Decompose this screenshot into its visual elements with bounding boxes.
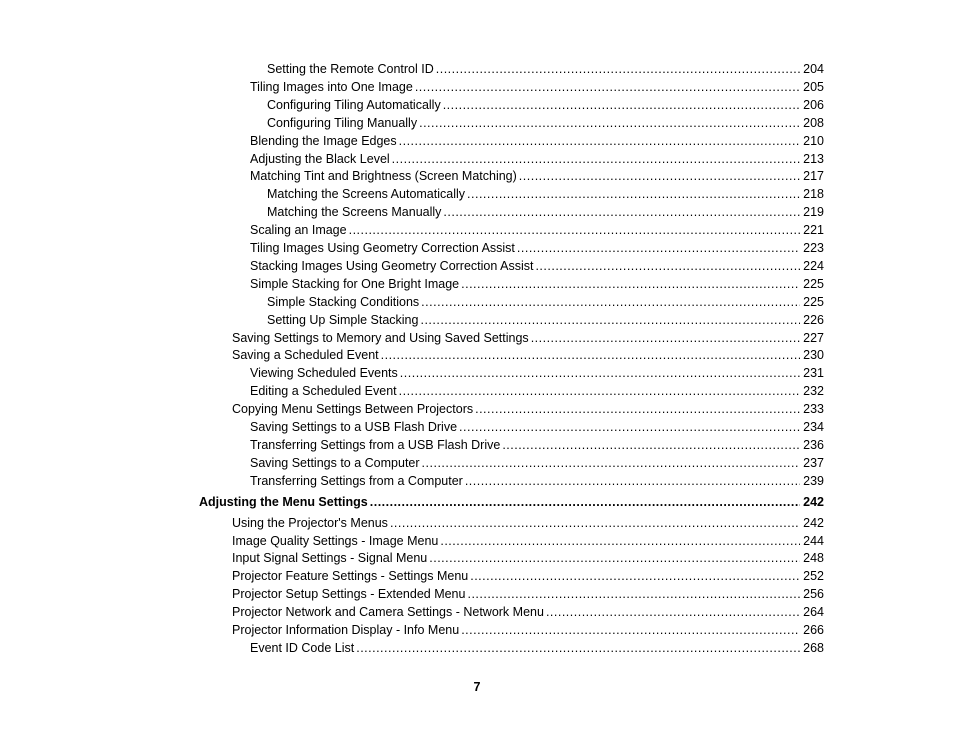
dot-leader bbox=[470, 567, 800, 585]
dot-leader bbox=[422, 454, 801, 472]
toc-entry-title: Projector Setup Settings - Extended Menu bbox=[232, 587, 466, 602]
dot-leader bbox=[399, 382, 801, 400]
toc-entry-title: Transferring Settings from a Computer bbox=[250, 473, 463, 488]
toc-entry[interactable] bbox=[232, 621, 824, 639]
toc-entry-title: Matching the Screens Automatically bbox=[267, 187, 466, 202]
dot-leader bbox=[349, 221, 801, 239]
toc-entry-title: Stacking Images Using Geometry Correction Assist bbox=[250, 258, 534, 273]
dot-leader bbox=[399, 132, 801, 150]
dot-leader bbox=[519, 167, 800, 185]
toc-entry-title: Blending the Image Edges bbox=[250, 133, 397, 148]
toc-entry-title: Copying Menu Settings Between Projectors bbox=[232, 402, 474, 417]
toc-entry[interactable] bbox=[250, 418, 824, 436]
dot-leader bbox=[531, 329, 800, 347]
toc-entry[interactable] bbox=[267, 96, 824, 114]
dot-leader bbox=[419, 114, 800, 132]
toc-entry[interactable] bbox=[250, 221, 824, 239]
toc-entry-page: 227 bbox=[803, 330, 824, 345]
toc-entry-title: Using the Projector's Menus bbox=[232, 515, 388, 530]
toc-entry-page: 252 bbox=[803, 569, 824, 584]
toc-entry-page: 242 bbox=[803, 515, 824, 530]
toc-entry[interactable] bbox=[232, 549, 824, 567]
toc-entry[interactable] bbox=[250, 382, 824, 400]
toc-entry-title: Tiling Images Using Geometry Correction Assist bbox=[250, 241, 515, 255]
toc-entry[interactable] bbox=[250, 639, 824, 657]
toc-entry[interactable] bbox=[250, 78, 824, 96]
toc-entry-page: 239 bbox=[803, 473, 824, 488]
toc-entry-page: 256 bbox=[803, 587, 824, 602]
toc-entry[interactable] bbox=[232, 532, 824, 550]
toc-entry-title: Input Signal Settings - Signal Menu bbox=[232, 551, 428, 566]
toc-entry[interactable] bbox=[250, 167, 824, 185]
toc-entry[interactable] bbox=[267, 60, 824, 78]
toc-entry[interactable] bbox=[232, 514, 824, 532]
toc-entry-title: Configuring Tiling Automatically bbox=[267, 97, 441, 112]
toc-entry-title: Projector Network and Camera Settings - Network Menu bbox=[232, 605, 544, 620]
toc-entry[interactable] bbox=[232, 603, 824, 621]
dot-leader bbox=[421, 293, 800, 311]
toc-entry-title: Event ID Code List bbox=[250, 640, 355, 655]
toc-entry-page: 205 bbox=[803, 79, 824, 94]
dot-leader bbox=[381, 346, 801, 364]
toc-entry-page: 268 bbox=[803, 640, 824, 655]
toc-entry-page: 208 bbox=[803, 115, 824, 130]
dot-leader bbox=[415, 78, 800, 96]
toc-entry-page: 218 bbox=[803, 187, 824, 202]
toc-entry-page: 225 bbox=[803, 294, 824, 309]
toc-entry[interactable] bbox=[250, 257, 824, 275]
toc-entry[interactable] bbox=[232, 585, 824, 603]
toc-entry[interactable] bbox=[250, 454, 824, 472]
toc-entry[interactable] bbox=[250, 436, 824, 454]
toc-entry-page: 232 bbox=[803, 384, 824, 399]
toc-entry[interactable] bbox=[250, 275, 824, 293]
toc-entry[interactable] bbox=[232, 329, 824, 347]
toc-entry-page: 213 bbox=[803, 151, 824, 166]
toc-entry[interactable] bbox=[232, 567, 824, 585]
toc-entry-page: 244 bbox=[803, 533, 824, 548]
toc-entry-page: 236 bbox=[803, 437, 824, 452]
toc-entry[interactable] bbox=[199, 493, 824, 511]
toc-entry-title: Matching the Screens Manually bbox=[267, 205, 442, 220]
toc-entry[interactable] bbox=[267, 185, 824, 203]
toc-entry[interactable] bbox=[250, 472, 824, 490]
dot-leader bbox=[459, 418, 800, 436]
toc-entry-title: Saving Settings to Memory and Using Saved Settings bbox=[232, 330, 529, 345]
toc-entry-page: 206 bbox=[803, 97, 824, 112]
dot-leader bbox=[502, 436, 800, 454]
toc-entry-title: Setting the Remote Control ID bbox=[267, 62, 434, 76]
toc-entry-page: 266 bbox=[803, 623, 824, 637]
toc-entry[interactable] bbox=[250, 239, 824, 257]
toc-entry-title: Saving a Scheduled Event bbox=[232, 348, 379, 363]
dot-leader bbox=[443, 96, 800, 114]
dot-leader bbox=[443, 203, 800, 221]
toc-entry-title: Transferring Settings from a USB Flash Drive bbox=[250, 437, 501, 452]
dot-leader bbox=[461, 621, 800, 639]
dot-leader bbox=[517, 239, 800, 257]
dot-leader bbox=[546, 603, 800, 621]
dot-leader bbox=[370, 493, 800, 511]
toc-entry-title: Simple Stacking Conditions bbox=[267, 294, 420, 309]
toc-entry-title: Scaling an Image bbox=[250, 223, 347, 238]
dot-leader bbox=[420, 311, 800, 329]
dot-leader bbox=[356, 639, 800, 657]
dot-leader bbox=[436, 60, 800, 78]
toc-entry[interactable] bbox=[267, 293, 824, 311]
dot-leader bbox=[392, 150, 800, 168]
toc-entry[interactable] bbox=[267, 114, 824, 132]
toc-entry[interactable] bbox=[250, 364, 824, 382]
dot-leader bbox=[467, 585, 800, 603]
toc-entry[interactable] bbox=[250, 150, 824, 168]
toc-entry-title: Setting Up Simple Stacking bbox=[267, 312, 419, 327]
toc-entry[interactable] bbox=[232, 346, 824, 364]
dot-leader bbox=[467, 185, 800, 203]
dot-leader bbox=[390, 514, 800, 532]
dot-leader bbox=[440, 532, 800, 550]
toc-entry-page: 221 bbox=[803, 223, 824, 238]
toc-entry-page: 217 bbox=[803, 169, 824, 184]
dot-leader bbox=[475, 400, 800, 418]
toc-entry-title: Adjusting the Menu Settings bbox=[199, 494, 368, 509]
toc-entry-page: 233 bbox=[803, 402, 824, 417]
toc-entry[interactable] bbox=[232, 400, 824, 418]
toc-entry[interactable] bbox=[267, 203, 824, 221]
toc-entry-title: Image Quality Settings - Image Menu bbox=[232, 533, 439, 548]
toc-entry-page: 223 bbox=[803, 241, 824, 255]
toc-entry-page: 231 bbox=[803, 366, 824, 381]
toc-entry-page: 219 bbox=[803, 205, 824, 220]
toc-entry-page: 234 bbox=[803, 420, 824, 434]
toc-entry-page: 230 bbox=[803, 348, 824, 363]
dot-leader bbox=[465, 472, 800, 490]
dot-leader bbox=[461, 275, 800, 293]
toc-entry-title: Projector Information Display - Info Menu bbox=[232, 623, 460, 637]
toc-entry[interactable] bbox=[267, 311, 824, 329]
toc-entry-title: Projector Feature Settings - Settings Menu bbox=[232, 569, 469, 584]
page-number: 7 bbox=[473, 680, 481, 694]
toc-entry-title: Adjusting the Black Level bbox=[250, 151, 390, 166]
toc-entry-page: 237 bbox=[803, 455, 824, 470]
toc-entry-page: 210 bbox=[803, 133, 824, 148]
toc-entry-title: Viewing Scheduled Events bbox=[250, 366, 398, 381]
toc-entry-title: Configuring Tiling Manually bbox=[267, 115, 418, 130]
dot-leader bbox=[400, 364, 800, 382]
toc-entry-title: Simple Stacking for One Bright Image bbox=[250, 276, 460, 291]
toc-entry[interactable] bbox=[250, 132, 824, 150]
toc-entry-page: 225 bbox=[803, 276, 824, 291]
toc-entry-title: Editing a Scheduled Event bbox=[250, 384, 397, 399]
toc-entry-title: Saving Settings to a USB Flash Drive bbox=[250, 420, 458, 434]
toc-entry-page: 226 bbox=[803, 312, 824, 327]
toc-entry-title: Tiling Images into One Image bbox=[250, 79, 413, 94]
toc-entry-page: 248 bbox=[803, 551, 824, 566]
dot-leader bbox=[535, 257, 800, 275]
toc-entry-title: Saving Settings to a Computer bbox=[250, 455, 420, 470]
toc-entry-page: 224 bbox=[803, 258, 824, 273]
toc-entry-title: Matching Tint and Brightness (Screen Matching) bbox=[250, 169, 517, 184]
dot-leader bbox=[429, 549, 800, 567]
toc-entry-page: 204 bbox=[803, 62, 824, 76]
toc-entry-page: 242 bbox=[803, 494, 824, 509]
toc-entry-page: 264 bbox=[803, 605, 824, 620]
